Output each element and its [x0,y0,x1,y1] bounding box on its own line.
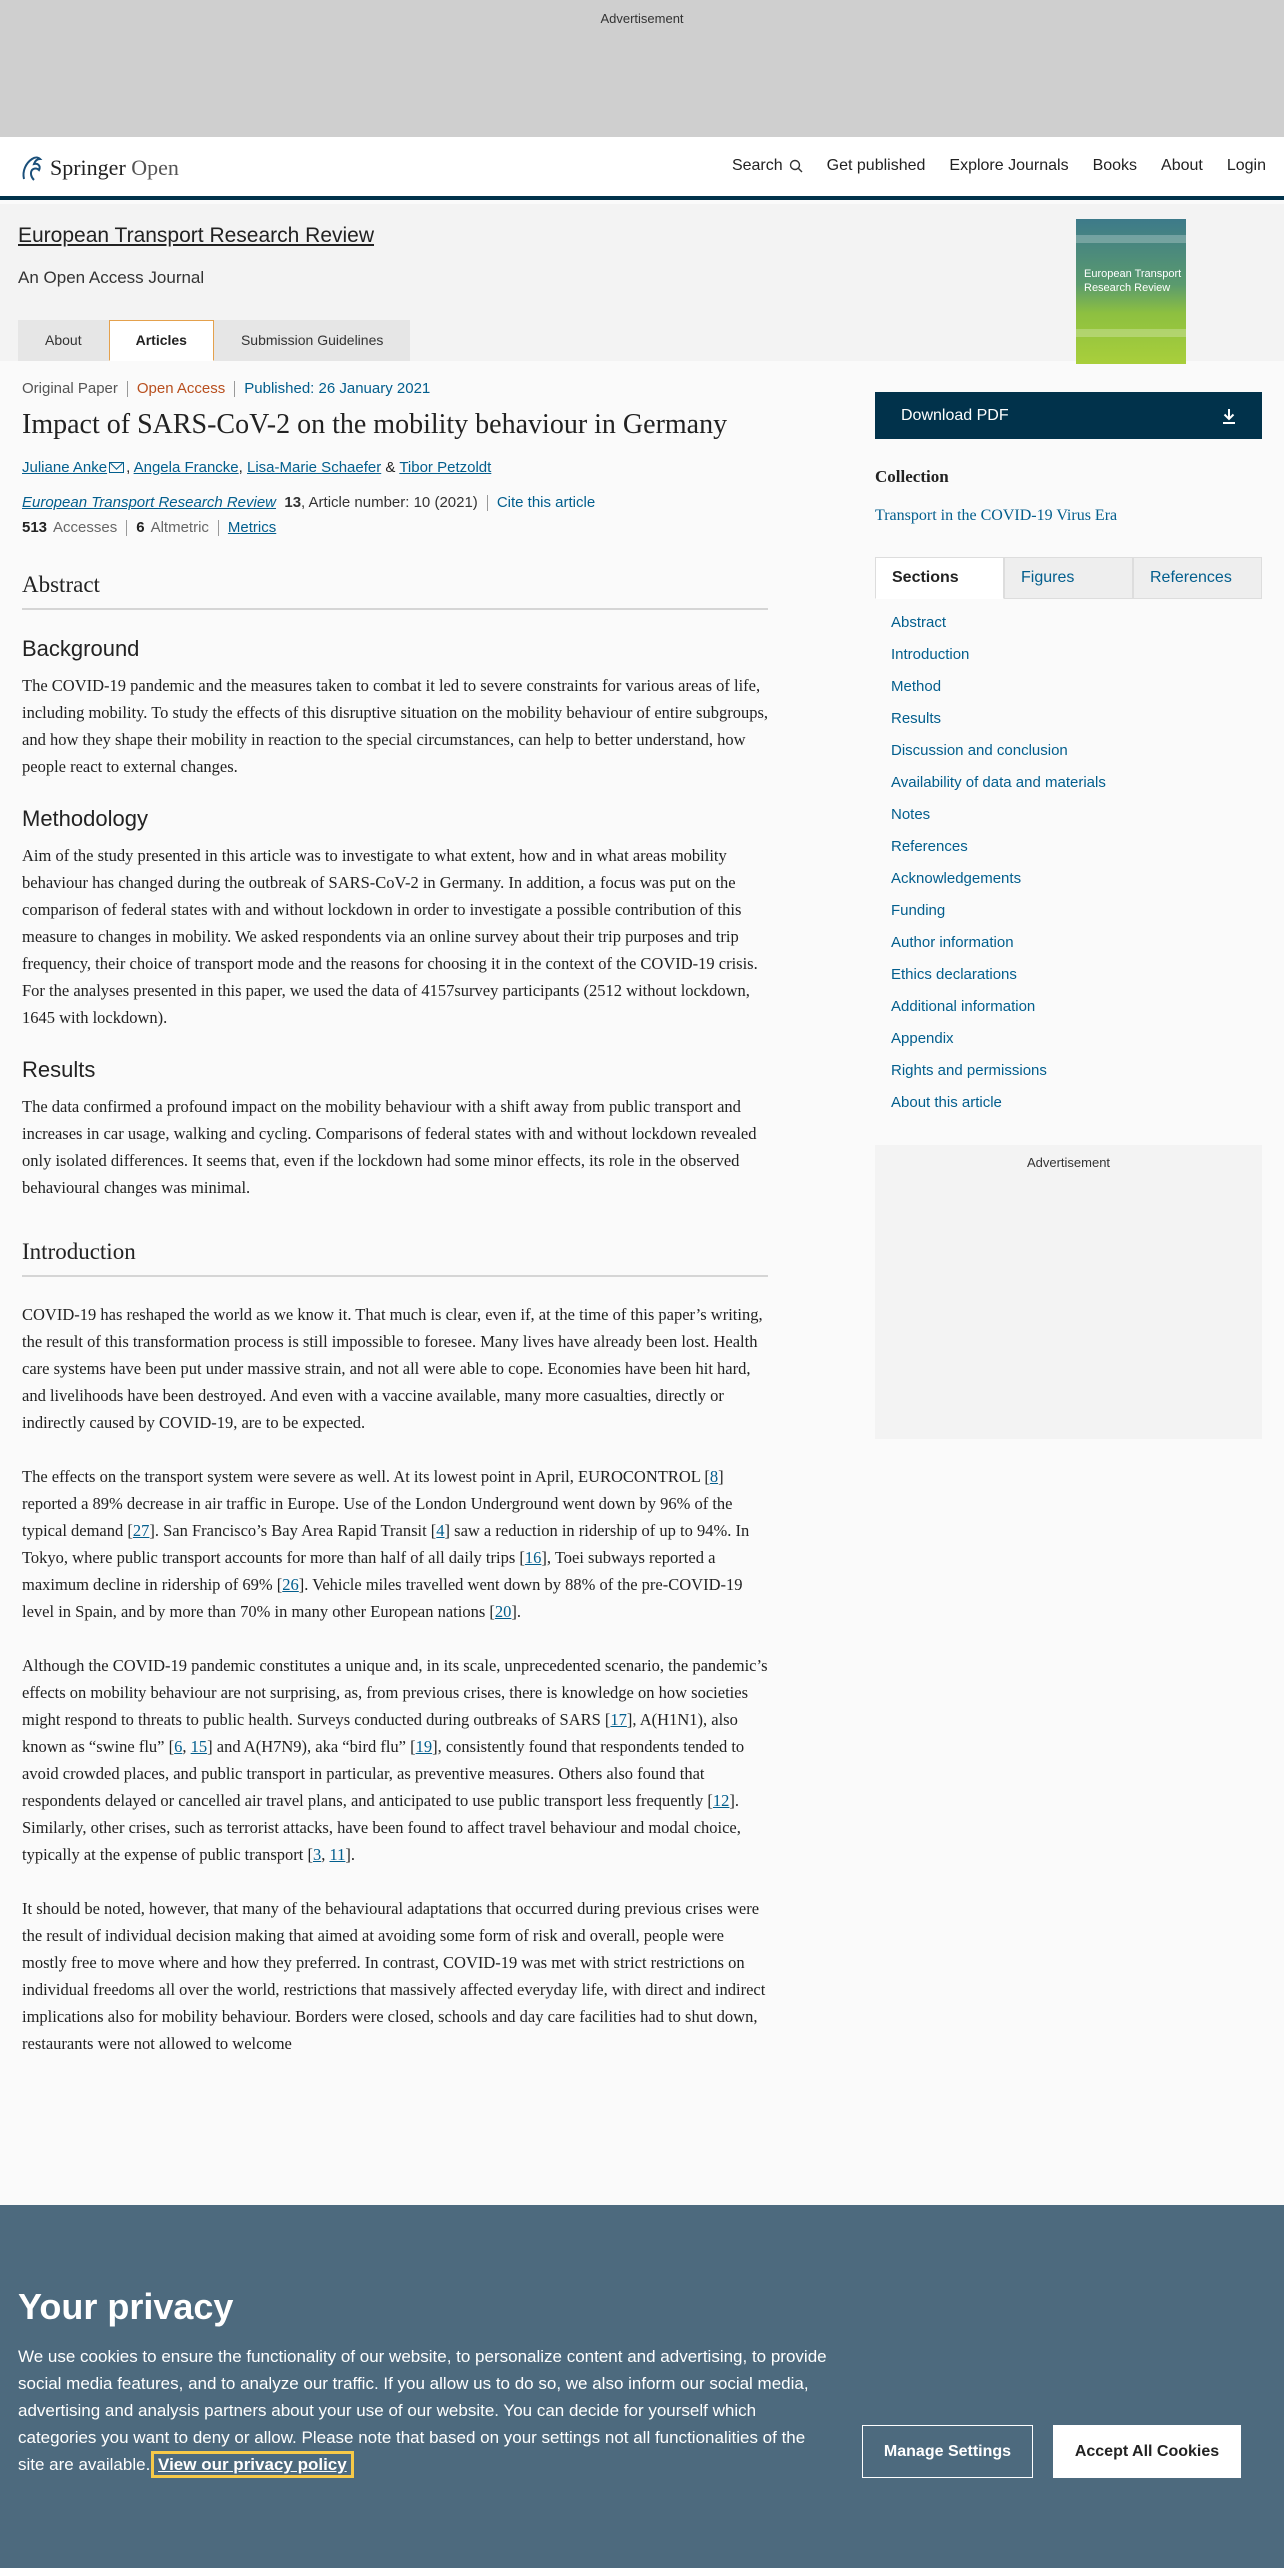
springer-horse-icon [18,153,44,183]
main-nav [732,157,1266,175]
reference-link[interactable]: 3 [312,1845,322,1864]
privacy-policy-link[interactable]: View our privacy policy [155,2455,350,2474]
nav-search[interactable] [732,157,803,175]
toc-item-author-information[interactable]: Author information [891,934,1014,951]
article-title: Impact of SARS-CoV-2 on the mobility behaviour in Germany [22,409,728,440]
toc-item-additional-information[interactable]: Additional information [891,998,1036,1015]
author-link[interactable]: Juliane Anke [22,459,108,476]
text-run: , [182,1737,191,1756]
toc-item-rights[interactable]: Rights and permissions [891,1062,1047,1079]
results-text: The data confirmed a profound impact on the mobility behaviour with a shift away from public transport and increases in car usage, walking and cycling. Comparisons of federal states with and without lockdown revealed only isolated differences. It seems that, even if the lockdown had some minor effects, its role in the observed behavioural changes was minimal. [22,1097,757,1197]
article-number: , Article number: 10 (2021) [301,494,478,511]
toc-item-discussion[interactable]: Discussion and conclusion [891,742,1068,759]
volume: 13 [284,494,302,511]
altmetric-label: Altmetric [150,519,209,536]
toc-item-appendix[interactable]: Appendix [891,1030,954,1047]
intro-paragraph: It should be noted, however, that many of the behavioural adaptations that occurred during previous crises were the result of individual decision making that aimed at avoiding some form of risk and overall, people were mostly free to move where and how they preferred. In contrast, COVID-19 was met with strict restrictions on individual freedoms all over the world, restrictions that massively affected everyday life, with direct and indirect implications also for mobility behaviour. Borders were closed, schools and day care facilities had to shut down, restaurants were not allowed to welcome [22,1899,766,2053]
toc-item-ethics[interactable]: Ethics declarations [891,966,1017,983]
author-link[interactable]: Tibor Petzoldt [399,459,492,476]
reference-link[interactable]: 12 [712,1791,730,1810]
citation-line [22,494,768,511]
cookie-body: We use cookies to ensure the functionality of our website, to personalize content and advertising, to provide social media features, and to analyze our traffic. If you allow us to do so, we also inform our social media, advertising and analysis partners about your use of our website. You can decide for yourself which categories you want to deny or allow. Please note that based on your settings not all functionalities of the site are available. [18,2347,827,2474]
tab-references[interactable]: References [1133,557,1262,599]
tab-submission-guidelines[interactable]: Submission Guidelines [214,320,410,361]
text-run: ], Toei subways reported a maximum decline in ridership of 69% [ [22,1548,716,1594]
journal-tabs [18,320,410,361]
toc-item-introduction[interactable]: Introduction [891,646,970,663]
results-heading: Results [22,1057,96,1082]
reference-link[interactable]: 15 [190,1737,208,1756]
reference-link[interactable]: 26 [282,1575,299,1594]
manage-settings-button[interactable]: Manage Settings [862,2425,1033,2478]
cite-this-article-link[interactable]: Cite this article [496,494,596,511]
journal-subtitle: An Open Access Journal [18,268,205,287]
ad-label: Advertisement [600,11,684,26]
journal-name-link[interactable]: European Transport Research Review [22,494,277,511]
springer-open-logo[interactable] [18,153,179,183]
toc-item-availability[interactable]: Availability of data and materials [891,774,1106,791]
text-run: ]. [345,1845,355,1864]
tab-figures[interactable]: Figures [1004,557,1133,599]
reference-link[interactable]: 20 [494,1602,512,1621]
search-icon [789,159,803,173]
text-run: ] and A(H7N9), aka “bird flu” [ [207,1737,416,1756]
cover-title: European Transport Research Review [1084,268,1182,294]
intro-paragraph [22,1652,768,1868]
cover-stripe [1076,235,1186,243]
methodology-text: Aim of the study presented in this article was to investigate to what extent, how and in what areas mobility behaviour has changed during the outbreak of SARS-CoV-2 in Germany. In addition, a focus was put on the comparison of federal states with and without lockdown in order to investigate a possible contribution of this measure to changes in mobility. We asked respondents via an online survey about their trip purposes and trip frequency, their choice of transport mode and the reasons for choosing it in the context of the COVID-19 crisis. For the analyses presented in this paper, we used the data of 4157survey participants (2512 without lockdown, 1645 with lockdown). [22,846,758,1027]
divider [234,381,235,397]
brand-name [50,155,179,181]
nav-search-label: Search [731,157,783,174]
methodology-heading: Methodology [22,806,148,831]
divider [126,520,127,536]
toc-item-about-article[interactable]: About this article [891,1094,1002,1111]
divider [127,381,128,397]
accesses-label: Accesses [53,519,118,536]
nav-login[interactable]: Login [1226,157,1266,174]
article-main [22,380,768,2057]
metrics-link[interactable]: Metrics [227,519,277,536]
tab-about[interactable]: About [18,320,109,361]
background-text: The COVID-19 pandemic and the measures taken to combat it led to severe constraints for various areas of life, including mobility. To study the effects of this disruptive situation on the mobility behaviour of entire subgroups, and how they shape their mobility in reaction to the special circumstances, can help to better understand, how people react to external changes. [22,676,768,776]
journal-title-link[interactable]: European Transport Research Review [18,224,375,247]
download-pdf-label: Download PDF [901,406,1009,424]
published-date: Published: 26 January 2021 [244,380,431,397]
author-link[interactable]: Angela Francke [133,459,239,476]
download-icon [1222,408,1236,424]
article-type: Original Paper [22,380,118,397]
text-run: The effects on the transport system were severe as well. At its lowest point in April, EUROCONTROL [ [22,1467,710,1486]
text-run: ] reported a 89% decrease in air traffic in Europe. Use of the London Underground went down by 96% of the typical demand [ [22,1467,733,1540]
reference-link[interactable]: 4 [436,1521,445,1540]
journal-header [0,204,1284,361]
open-access-label: Open Access [136,380,226,397]
text-run: ], A(H1N1), also known as “swine flu” [ [22,1710,738,1756]
background-heading: Background [22,636,140,661]
download-pdf-button[interactable] [875,392,1262,439]
tab-sections[interactable]: Sections [875,557,1004,599]
text-run: ]. Vehicle miles travelled went down by 88% of the pre-COVID-19 level in Spain, and by more than 70% in many other European nations [ [22,1575,743,1621]
toc-item-abstract[interactable]: Abstract [891,614,947,631]
tab-articles[interactable]: Articles [109,320,214,361]
altmetric-count: 6 [136,519,145,536]
brand-springer: Springer [50,155,126,180]
toc-item-results[interactable]: Results [891,710,942,727]
introduction-heading: Introduction [22,1239,768,1277]
article-metrics [22,519,768,536]
text-run: , [321,1845,330,1864]
top-advertisement [0,0,1284,137]
divider [218,520,219,536]
divider [487,495,488,511]
journal-cover-image[interactable] [1076,219,1186,364]
reference-link[interactable]: 27 [132,1521,150,1540]
article-meta [22,380,768,397]
article-sidebar [875,392,1262,1439]
accesses-count: 513 [22,519,48,536]
text-run: Although the COVID-19 pandemic constitutes a unique and, in its scale, unprecedented scenario, the pandemic’s effects on mobility behaviour are not surprising, as, from previous crises, there is knowledge on how societies might respond to threats to public health. Surveys conducted during outbreaks of SARS [ [22,1656,768,1729]
cover-stripe [1076,329,1186,337]
nav-about[interactable]: About [1161,157,1203,174]
abstract-heading: Abstract [22,572,768,610]
intro-paragraph [22,1463,768,1625]
email-icon[interactable] [109,462,124,473]
sidebar-advertisement [875,1145,1262,1439]
reference-link[interactable]: 8 [709,1467,719,1486]
collection-heading: Collection [875,467,949,486]
reference-link[interactable]: 6 [174,1737,183,1756]
nav-get-published[interactable]: Get published [826,157,926,174]
cookie-heading: Your privacy [18,2286,234,2327]
nav-explore-journals[interactable]: Explore Journals [949,157,1069,174]
text-run: ]. [511,1602,522,1621]
accept-all-cookies-button[interactable]: Accept All Cookies [1053,2425,1241,2478]
reference-link[interactable]: 16 [524,1548,542,1567]
ad-label: Advertisement [1026,1155,1111,1170]
author-link[interactable]: Lisa-Marie Schaefer [247,459,382,476]
nav-books[interactable]: Books [1092,157,1138,174]
text-run: ]. San Francisco’s Bay Area Rapid Transit [ [149,1521,437,1540]
sections-list [875,607,1262,1119]
collection-link[interactable]: Transport in the COVID-19 Virus Era [875,507,1118,524]
reference-link[interactable]: 11 [329,1845,346,1864]
sidebar-tabs [875,557,1262,599]
toc-item-method[interactable]: Method [891,678,942,695]
toc-item-references[interactable]: References [891,838,968,855]
site-header [0,137,1284,200]
toc-item-notes[interactable]: Notes [891,806,931,823]
cookie-text [18,2343,833,2478]
cookie-consent-banner [0,2205,1284,2568]
toc-item-funding[interactable]: Funding [891,902,946,919]
text-run: ] saw a reduction in ridership of up to 94%. In Tokyo, where public transport accounts for more than half of all daily trips [ [22,1521,750,1567]
toc-item-acknowledgements[interactable]: Acknowledgements [891,870,1022,887]
author-list: Juliane Anke , Angela Francke, Lisa-Marie Schaefer & Tibor Petzoldt [22,459,492,476]
reference-link[interactable]: 19 [415,1737,433,1756]
text-run: ]. Similarly, other crises, such as terrorist attacks, have been found to affect travel behaviour and modal choice, typically at the expense of public transport [ [22,1791,741,1864]
intro-paragraph: COVID-19 has reshaped the world as we know it. That much is clear, even if, at the time of this paper’s writing, the result of this transformation process is still impossible to foresee. Many lives have already been lost. Health care systems have been put under massive strain, and not all were able to cope. Economies have been hit hard, and livelihoods have been destroyed. And even with a vaccine available, many more casualties, directly or indirectly caused by COVID-19, are to be expected. [22,1305,763,1432]
brand-open: Open [131,155,179,180]
text-run: ], consistently found that respondents tended to avoid crowded places, and public transport in particular, as preventive measures. Others also found that respondents delayed or cancelled air travel plans, and anticipated to use public transport less frequently [ [22,1737,745,1810]
reference-link[interactable]: 17 [610,1710,627,1729]
